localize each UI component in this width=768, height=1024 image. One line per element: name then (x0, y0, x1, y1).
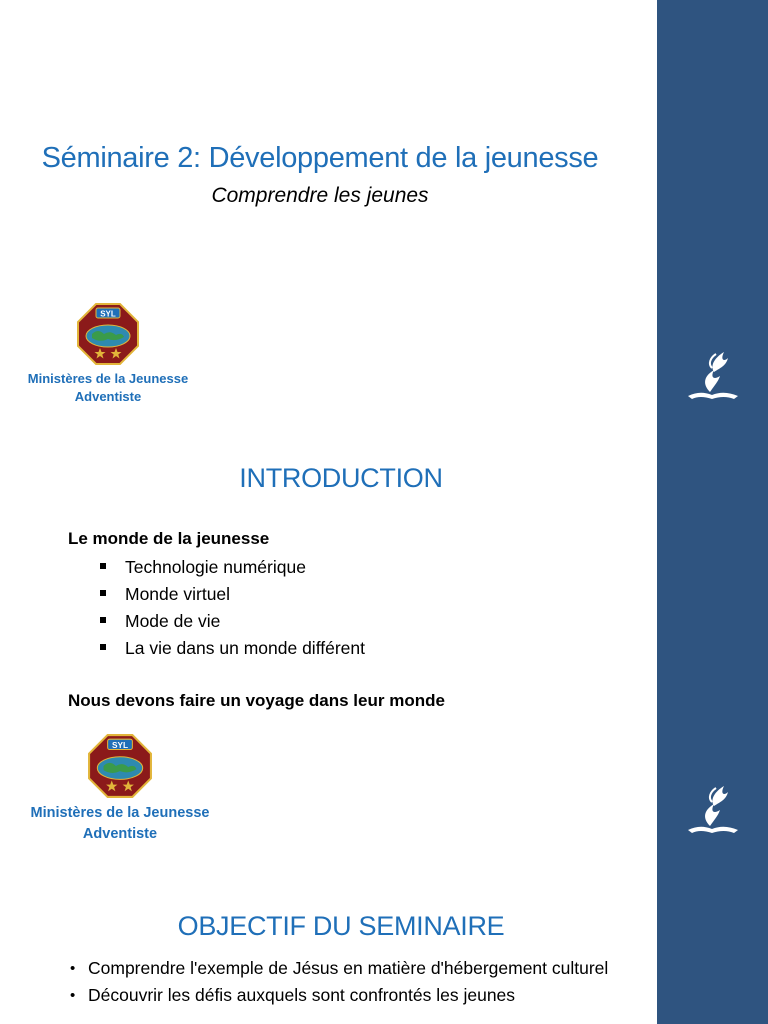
list-item (100, 635, 365, 662)
list-item-text: Mode de vie (125, 611, 221, 631)
bullet-dot-icon: • (70, 987, 76, 1004)
list-item-text: Découvrir les défis auxquels sont confrontés les jeunes (88, 985, 516, 1005)
syl-caption (20, 803, 220, 845)
list-item (68, 982, 628, 1009)
syl-badge-icon (76, 302, 140, 366)
syl-logo-block (20, 733, 220, 845)
square-bullet-icon (100, 563, 106, 569)
square-bullet-icon (100, 617, 106, 623)
list-item-text: La vie dans un monde différent (125, 638, 365, 658)
syl-caption-line1: Ministères de la Jeunesse (30, 805, 210, 821)
slide-subtitle: Comprendre les jeunes (211, 184, 429, 207)
svg-text:SYL: SYL (111, 740, 129, 750)
list-item (68, 955, 628, 982)
section-heading-objectif: OBJECTIF DU SEMINAIRE (177, 911, 505, 941)
square-bullet-icon (100, 644, 106, 650)
syl-caption (8, 370, 208, 406)
list-item (100, 581, 365, 608)
syl-caption-line2: Adventiste (74, 389, 142, 404)
syl-caption-line2: Adventiste (82, 826, 158, 842)
syl-caption-line1: Ministères de la Jeunesse (27, 371, 189, 386)
list-item (100, 554, 365, 581)
sidebar-band (657, 0, 768, 1024)
svg-text:SYL: SYL (100, 309, 116, 319)
sda-flame-bible-icon (684, 350, 742, 402)
lead-text: Le monde de la jeunesse (68, 529, 270, 548)
list-item-text: Technologie numérique (125, 557, 306, 577)
syl-badge-icon (87, 733, 153, 799)
list-item-text: Monde virtuel (125, 584, 231, 604)
bullet-dot-icon: • (70, 960, 76, 977)
sda-flame-bible-icon (684, 784, 742, 836)
syl-logo-block (8, 302, 208, 406)
objective-list (68, 955, 628, 1009)
list-item-text: Comprendre l'exemple de Jésus en matière d'hébergement culturel (88, 958, 609, 978)
list-item (100, 608, 365, 635)
section-heading-introduction: INTRODUCTION (239, 463, 443, 493)
bullet-list (100, 554, 365, 662)
square-bullet-icon (100, 590, 106, 596)
slide-title: Séminaire 2: Développement de la jeunesse (41, 142, 599, 174)
closing-text: Nous devons faire un voyage dans leur monde (68, 691, 445, 710)
